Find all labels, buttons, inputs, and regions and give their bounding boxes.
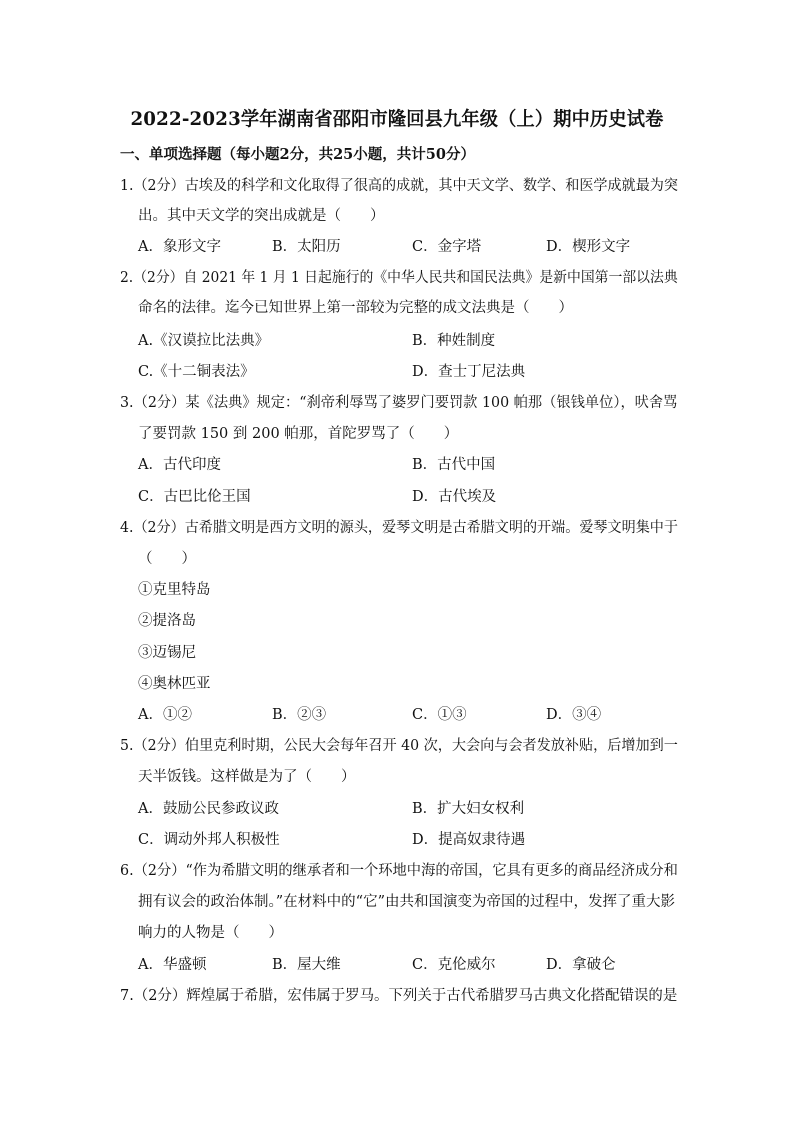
question-3-option-b: B．古代中国 [412, 457, 496, 473]
question-1-option-d: D．楔形文字 [546, 239, 631, 255]
question-4-item-4: ④奥林匹亚 [138, 676, 211, 692]
question-2-line-2: 命名的法律。迄今已知世界上第一部较为完整的成文法典是（ ） [138, 300, 573, 316]
section-heading: 一、单项选择题（每小题2分，共25小题，共计50分） [120, 146, 475, 163]
question-1-line-1: 1.（2分）古埃及的科学和文化取得了很高的成就，其中天文学、数学、和医学成就最为突 [120, 178, 678, 194]
question-1-option-b: B．太阳历 [272, 239, 341, 255]
question-5-option-a: A．鼓励公民参政议政 [138, 801, 279, 817]
question-4-line-1: 4.（2分）古希腊文明是西方文明的源头，爱琴文明是古希腊文明的开端。爱琴文明集中于 [120, 520, 678, 536]
question-6-option-d: D．拿破仑 [546, 957, 616, 973]
question-4-option-b: B．②③ [272, 707, 327, 723]
question-3-line-2: 了要罚款 150 到 200 帕那，首陀罗骂了（ ） [138, 426, 459, 442]
question-5-line-1: 5.（2分）伯里克利时期，公民大会每年召开 40 次，大会向与会者发放补贴，后增加到一 [120, 738, 678, 754]
question-3-option-d: D．古代埃及 [412, 489, 497, 505]
question-4-item-2: ②提洛岛 [138, 613, 196, 629]
question-5-option-b: B．扩大妇女权利 [412, 801, 525, 817]
question-6-option-b: B．屋大维 [272, 957, 341, 973]
question-4-item-3: ③迈锡尼 [138, 645, 196, 661]
question-2-option-a: A.《汉谟拉比法典》 [138, 333, 270, 349]
question-6-option-c: C．克伦威尔 [412, 957, 496, 973]
question-6-line-3: 响力的人物是（ ） [138, 925, 283, 941]
question-6-option-a: A．华盛顿 [138, 957, 207, 973]
question-5-line-2: 天半饭钱。这样做是为了（ ） [138, 769, 356, 785]
question-2-option-d: D．查士丁尼法典 [412, 364, 526, 380]
question-3-option-a: A．古代印度 [138, 457, 221, 473]
question-2-option-b: B．种姓制度 [412, 333, 496, 349]
question-1-line-2: 出。其中天文学的突出成就是（ ） [138, 208, 385, 224]
question-3-line-1: 3.（2分）某《法典》规定：“刹帝利辱骂了婆罗门要罚款 100 帕那（银钱单位），吠舍骂 [120, 395, 678, 411]
question-3-option-c: C．古巴比伦王国 [138, 489, 251, 505]
question-7-line-1: 7.（2分）辉煌属于希腊，宏伟属于罗马。下列关于古代希腊罗马古典文化搭配错误的是 [120, 988, 678, 1004]
question-4-option-c: C．①③ [412, 707, 467, 723]
question-5-option-c: C．调动外邦人积极性 [138, 832, 280, 848]
exam-title: 2022-2023学年湖南省邵阳市隆回县九年级（上）期中历史试卷 [130, 108, 664, 130]
question-1-option-c: C．金字塔 [412, 239, 482, 255]
question-6-line-1: 6.（2分）“作为希腊文明的继承者和一个环地中海的帝国，它具有更多的商品经济成分和 [120, 863, 678, 879]
question-5-option-d: D．提高奴隶待遇 [412, 832, 526, 848]
question-1-option-a: A．象形文字 [138, 239, 221, 255]
question-4-option-a: A．①② [138, 707, 192, 723]
question-2-option-c: C.《十二铜表法》 [138, 364, 255, 380]
question-4-option-d: D．③④ [546, 707, 602, 723]
question-4-item-1: ①克里特岛 [138, 582, 211, 598]
question-4-line-2: （ ） [138, 551, 196, 567]
question-2-line-1: 2.（2分）自 2021 年 1 月 1 日起施行的《中华人民共和国民法典》是新中国第一部以法典 [120, 270, 678, 286]
question-6-line-2: 拥有议会的政治体制。”在材料中的“它”由共和国演变为帝国的过程中，发挥了重大影 [138, 894, 675, 910]
